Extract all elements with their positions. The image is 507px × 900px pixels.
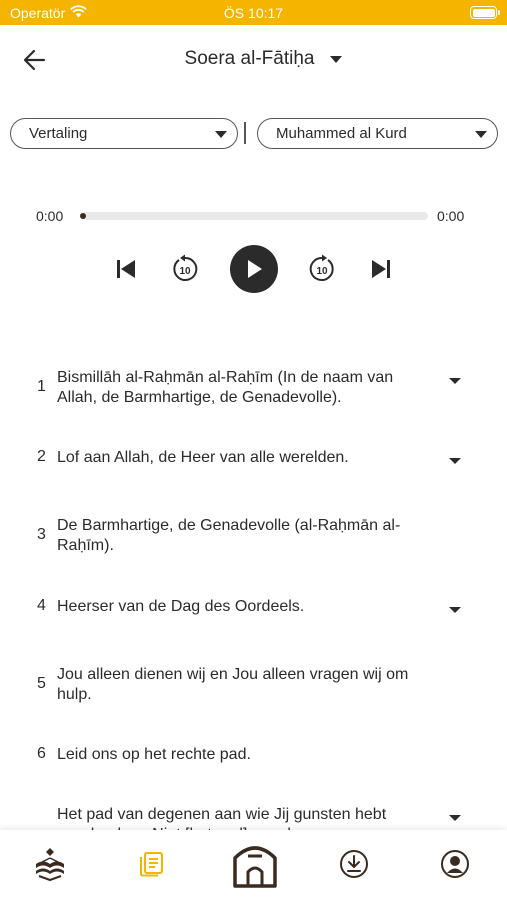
options-row <box>10 118 498 150</box>
previous-track-button[interactable] <box>114 257 138 286</box>
reciter-select-value: Muhammed al Kurd <box>276 125 407 142</box>
forward-10-button[interactable] <box>307 254 337 289</box>
current-time: 0:00 <box>36 208 64 224</box>
verse-text: Leid ons op het rechte pad. <box>57 746 251 763</box>
translation-select[interactable] <box>10 118 238 149</box>
verse-text: Het pad van degenen aan wie Jij gunsten hebt <box>57 806 387 823</box>
divider <box>244 122 246 144</box>
playback-controls <box>0 243 507 297</box>
verse-list <box>0 340 507 830</box>
chevron-down-icon[interactable] <box>449 607 461 613</box>
verse-item[interactable] <box>0 743 507 767</box>
verse-text: Bismillāh al-Raḥmān al-Raḥīm (In de naam van Allah, de Barmhartige, de Genadevolle). <box>57 369 394 406</box>
chevron-down-icon <box>330 56 342 63</box>
mosque-home-icon <box>230 838 280 890</box>
duration-time: 0:00 <box>437 208 465 224</box>
tab-profile[interactable] <box>433 842 477 886</box>
status-time: ÖS 10:17 <box>223 5 284 21</box>
verse-item[interactable] <box>0 595 507 619</box>
quran-book-icon <box>30 844 70 884</box>
carrier-label: Operatör <box>10 5 66 21</box>
rewind-seconds-label: 10 <box>179 266 191 277</box>
verse-number: 3 <box>37 526 46 543</box>
forward-seconds-label: 10 <box>316 266 328 277</box>
profile-icon <box>440 849 470 879</box>
chevron-down-icon <box>215 131 227 138</box>
verse-number: 5 <box>37 675 46 692</box>
play-icon <box>244 258 264 280</box>
tab-home[interactable] <box>230 838 280 890</box>
chevron-down-icon[interactable] <box>449 458 461 464</box>
battery-icon <box>470 6 497 19</box>
forward-10-icon <box>307 254 337 284</box>
chevron-down-icon[interactable] <box>449 815 461 821</box>
verse-number: 4 <box>37 597 46 614</box>
chevron-down-icon[interactable] <box>449 378 461 384</box>
status-bar <box>0 0 507 25</box>
header <box>0 40 507 80</box>
surah-selector[interactable] <box>0 48 507 70</box>
verse-number: 6 <box>37 745 46 762</box>
translation-select-value: Vertaling <box>29 125 88 142</box>
verse-text: De Barmhartige, de Genadevolle (al-Raḥmān al-Raḥīm). <box>57 517 401 554</box>
page-title: Soera al-Fātiḥa <box>184 48 315 69</box>
verse-number: 1 <box>37 378 46 395</box>
download-icon <box>339 849 369 879</box>
progress-thumb[interactable] <box>80 213 86 219</box>
verse-item[interactable] <box>0 514 507 558</box>
verse-text: Lof aan Allah, de Heer van alle werelden. <box>57 449 349 466</box>
tab-quran[interactable] <box>28 842 72 886</box>
rewind-10-button[interactable] <box>170 254 200 289</box>
verse-item[interactable] <box>0 446 507 470</box>
rewind-10-icon <box>170 254 200 284</box>
play-button[interactable] <box>230 245 278 293</box>
verse-text: Heerser van de Dag des Oordeels. <box>57 598 305 615</box>
skip-next-icon <box>369 257 393 281</box>
chevron-down-icon <box>475 131 487 138</box>
verse-text: Jou alleen dienen wij en Jou alleen vragen wij om hulp. <box>57 666 409 703</box>
reading-list-icon <box>138 850 166 878</box>
progress-slider[interactable] <box>80 212 428 220</box>
reciter-select[interactable] <box>257 118 498 149</box>
tab-downloads[interactable] <box>332 842 376 886</box>
verse-item[interactable] <box>0 663 507 707</box>
tab-reading[interactable] <box>130 842 174 886</box>
verse-item[interactable] <box>0 366 507 410</box>
tab-bar <box>0 830 507 900</box>
verse-number: 2 <box>37 448 46 465</box>
next-track-button[interactable] <box>369 257 393 286</box>
skip-previous-icon <box>114 257 138 281</box>
